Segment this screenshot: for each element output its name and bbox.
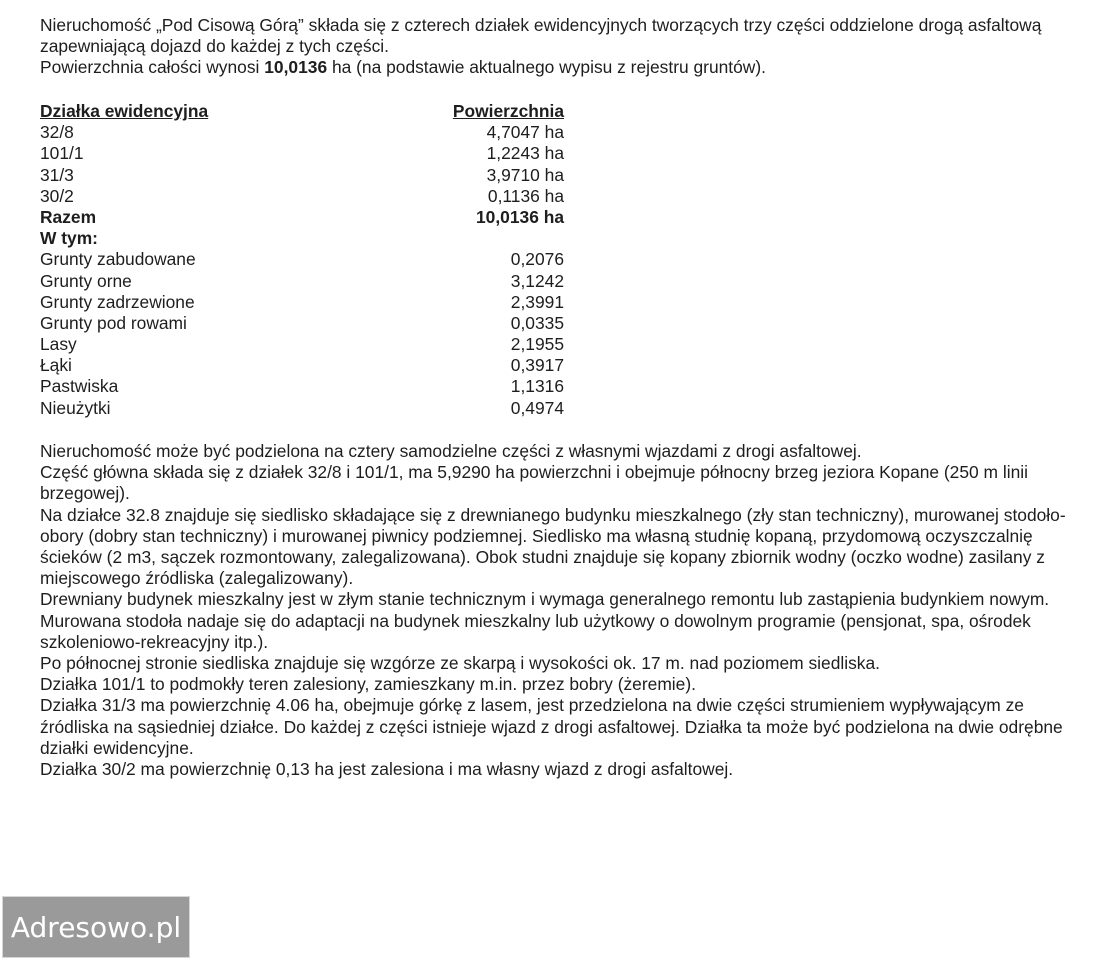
table-row: [40, 355, 564, 376]
table-row: [40, 334, 564, 355]
intro-area-prefix: Powierzchnia całości wynosi: [40, 57, 265, 78]
intro-area-suffix: ha (na podstawie aktualnego wypisu z rejestru gruntów).: [327, 57, 766, 78]
description-paragraph: Drewniany budynek mieszkalny jest w złym stanie technicznym i wymaga generalnego remontu lub zastąpienia budynkiem nowym.: [40, 589, 1050, 610]
table-row: [40, 271, 564, 292]
intro-paragraph-2: [40, 57, 1070, 78]
table-header-row: [40, 101, 564, 122]
total-value: 10,0136 ha: [476, 206, 564, 227]
category-value: 2,1955: [510, 334, 564, 355]
category-value: 1,1316: [510, 376, 564, 397]
description-paragraph: Na działce 32.8 znajduje się siedlisko składające się z drewnianego budynku mieszkalnego (zły stan techniczny), murowanej stodoło-obory (dobry stan techniczny) i murowanej piwnicy podziemnej. Siedlisko ma własną studnię kopaną, przydomową oczyszczalnię ścieków (2 m3, sączek rozmontowany, zalegalizowana). Obok studni znajduje się kopany zbiornik wodny (oczko wodne) zasilany z miejscowego źródliska (zalegalizowany).: [40, 504, 1066, 589]
description-section: [40, 441, 1070, 780]
description-paragraph: Nieruchomość może być podzielona na cztery samodzielne części z własnymi wjazdami z drogi asfaltowej.: [40, 441, 862, 461]
category-value: 0,0335: [510, 312, 564, 333]
parcel-area: 3,9710 ha: [486, 164, 564, 185]
category-value: 0,3917: [510, 355, 564, 376]
table-row: [40, 165, 564, 186]
including-row: [40, 228, 564, 249]
category-name: Grunty orne: [40, 270, 132, 291]
table-row: [40, 143, 564, 164]
category-value: 3,1242: [510, 270, 564, 291]
table-row: [40, 313, 564, 334]
category-name: Grunty zadrzewione: [40, 291, 195, 312]
table-total-row: [40, 207, 564, 228]
table-row: [40, 292, 564, 313]
intro-section: [40, 15, 1070, 79]
description-paragraph: Działka 30/2 ma powierzchnię 0,13 ha jest zalesiona i ma własny wjazd z drogi asfaltowej.: [40, 759, 734, 780]
description-paragraph: Murowana stodoła nadaje się do adaptacji na budynek mieszkalny lub użytkowy o dowolnym programie (pensjonat, spa, ośrodek szkoleniowo-rekreacyjny itp.).: [40, 610, 1031, 652]
adresowo-watermark: Adresowo.pl: [2, 896, 190, 958]
header-area: Powierzchnia: [452, 101, 564, 121]
parcel-area-table: [40, 101, 564, 419]
category-name: Nieużytki: [40, 397, 111, 418]
including-label: W tym:: [40, 228, 98, 249]
intro-area-value: 10,0136: [264, 57, 328, 78]
category-name: Grunty zabudowane: [40, 249, 196, 270]
category-value: 2,3991: [510, 291, 564, 312]
description-paragraph: Działka 31/3 ma powierzchnię 4.06 ha, obejmuje górkę z lasem, jest przedzielona na dwie części strumieniem wypływającym ze źródliska na sąsiedniej działce. Do każdej z części istnieje wjazd z drogi asfaltowej. Działka ta może być podzielona na dwie odrębne działki ewidencyjne.: [40, 695, 1063, 758]
table-row: [40, 376, 564, 397]
parcel-id: 32/8: [40, 122, 74, 143]
category-name: Łąki: [40, 355, 72, 376]
parcel-id: 31/3: [40, 164, 74, 185]
table-row: [40, 186, 564, 207]
intro-paragraph-1: Nieruchomość „Pod Cisową Górą” składa się z czterech działek ewidencyjnych tworzących trzy części oddzielone drogą asfaltową zapewniającą dojazd do każdej z tych części.: [40, 15, 1042, 57]
parcel-area: 0,1136 ha: [487, 185, 564, 206]
category-name: Pastwiska: [40, 376, 119, 397]
header-parcel: Działka ewidencyjna: [40, 101, 209, 121]
table-row: [40, 398, 564, 419]
category-name: Grunty pod rowami: [40, 312, 187, 333]
category-name: Lasy: [40, 334, 77, 355]
description-paragraph: Część główna składa się z działek 32/8 i 101/1, ma 5,9290 ha powierzchni i obejmuje północny brzeg jeziora Kopane (250 m linii brzegowej).: [40, 462, 1028, 504]
total-label: Razem: [40, 206, 97, 227]
parcel-area: 1,2243 ha: [486, 143, 564, 164]
parcel-id: 30/2: [40, 185, 74, 206]
category-value: 0,2076: [510, 249, 564, 270]
description-paragraph: Po północnej stronie siedliska znajduje się wzgórze ze skarpą i wysokości ok. 17 m. nad poziomem siedliska.: [40, 653, 880, 674]
parcel-area: 4,7047 ha: [486, 122, 564, 143]
description-paragraph: Działka 101/1 to podmokły teren zalesiony, zamieszkany m.in. przez bobry (żeremie).: [40, 674, 696, 695]
table-row: [40, 249, 564, 270]
table-row: [40, 122, 564, 143]
category-value: 0,4974: [510, 397, 564, 418]
parcel-id: 101/1: [40, 143, 84, 164]
